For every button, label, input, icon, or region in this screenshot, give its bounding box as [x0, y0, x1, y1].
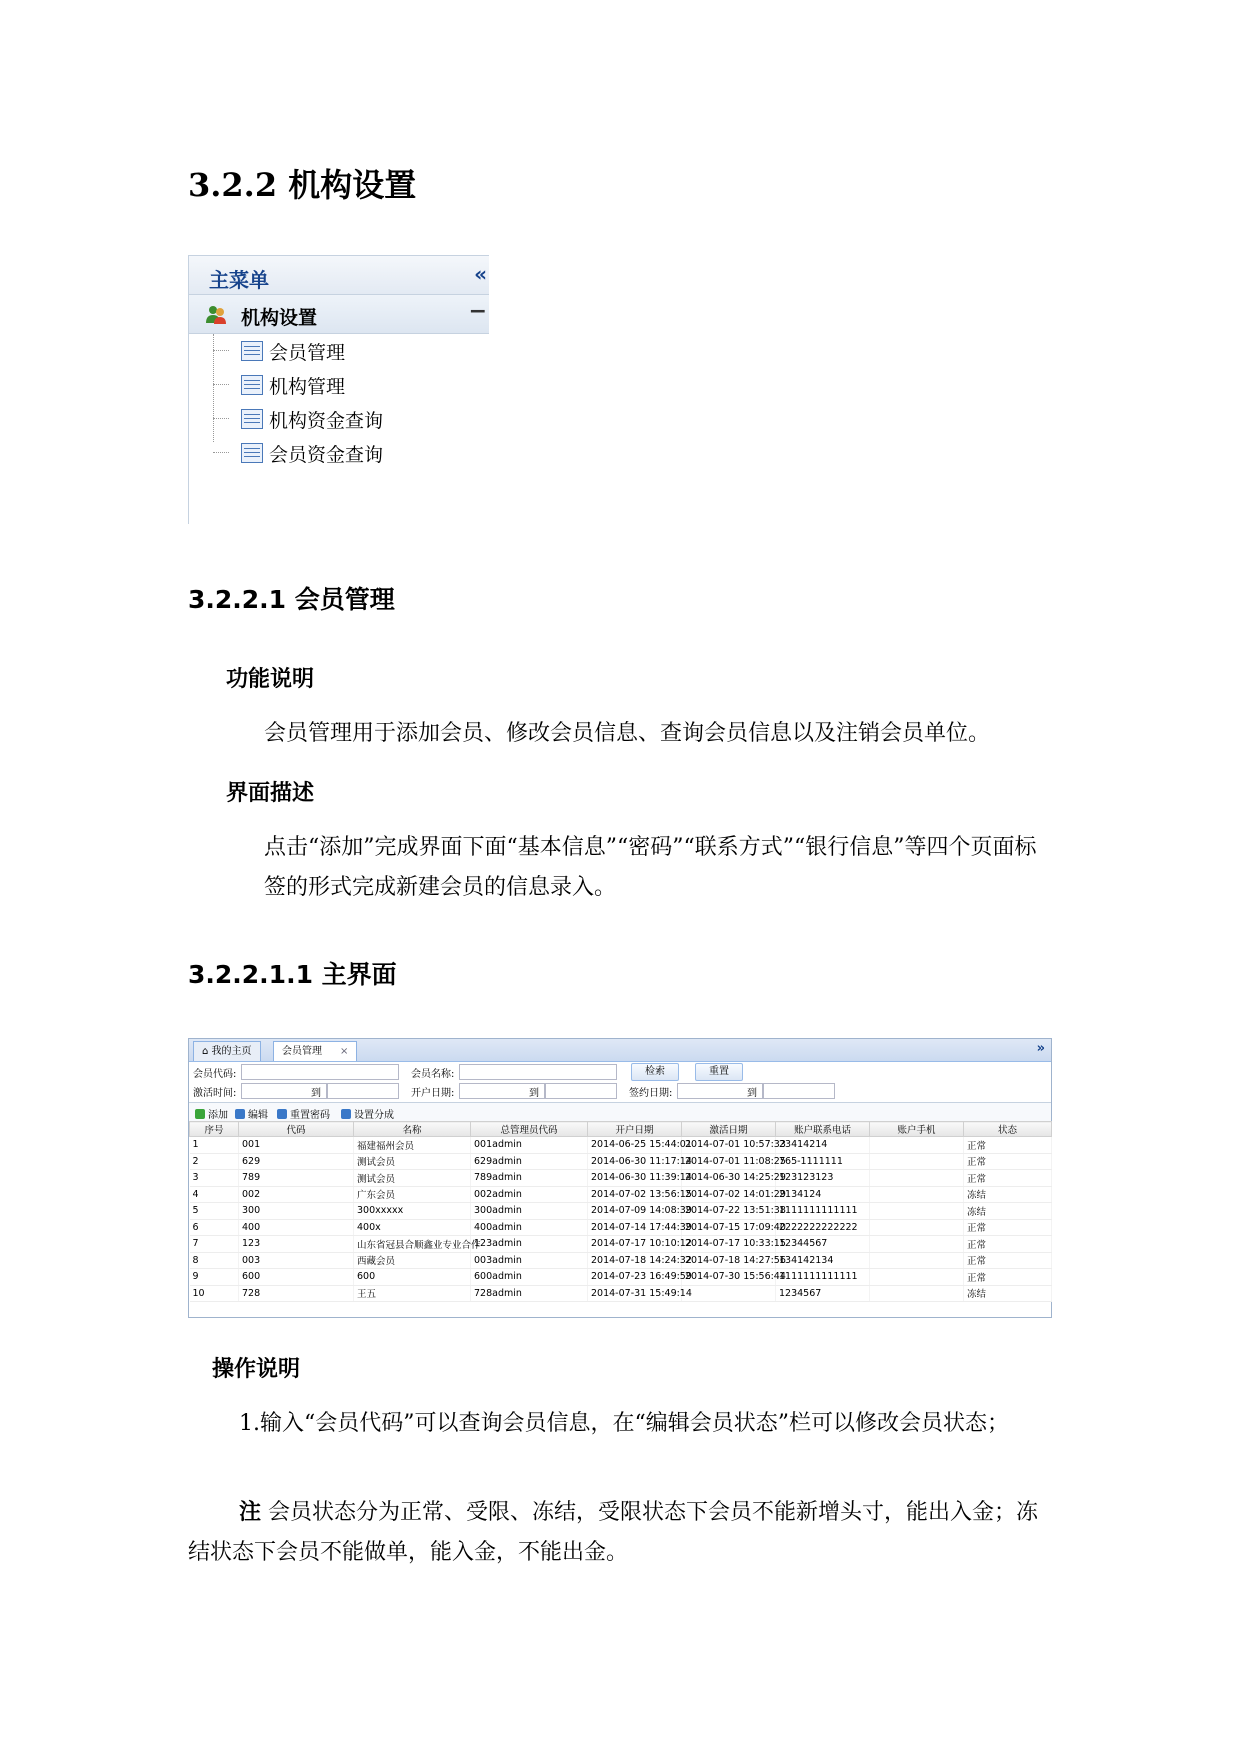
table-cell: 3: [190, 1170, 239, 1187]
column-header[interactable]: 账户手机: [870, 1122, 964, 1137]
sign-date-label: 签约日期:: [629, 1088, 673, 1099]
table-cell: 123admin: [471, 1236, 588, 1253]
table-cell: 正常: [964, 1236, 1052, 1253]
table-cell: 2014-07-23 16:49:59: [588, 1269, 682, 1286]
table-cell: 2014-07-18 14:24:32: [588, 1252, 682, 1269]
expand-icon[interactable]: »: [1036, 1041, 1045, 1056]
table-cell: 10: [190, 1285, 239, 1302]
table-icon: [241, 375, 263, 395]
table-cell: 正常: [964, 1252, 1052, 1269]
table-cell: 2: [190, 1153, 239, 1170]
table-cell: 2014-07-22 13:51:38: [682, 1203, 776, 1220]
menu-item-label: 机构管理: [269, 376, 346, 398]
table-cell: 正常: [964, 1137, 1052, 1154]
member-code-input[interactable]: [241, 1064, 399, 1080]
table-cell: 002: [239, 1186, 354, 1203]
open-date-label: 开户日期:: [411, 1088, 455, 1099]
member-table: [189, 1121, 1052, 1302]
table-row[interactable]: [190, 1186, 1052, 1203]
table-cell: 2014-06-30 14:25:29: [682, 1170, 776, 1187]
table-row[interactable]: [190, 1219, 1052, 1236]
table-cell: 2014-06-30 11:17:14: [588, 1153, 682, 1170]
table-cell: 12344567: [776, 1236, 870, 1253]
table-cell: 8: [190, 1252, 239, 1269]
tab-member-management[interactable]: 会员管理 ×: [273, 1041, 357, 1061]
table-cell: 123123123: [776, 1170, 870, 1187]
column-header[interactable]: 激活日期: [682, 1122, 776, 1137]
table-cell: 2014-07-30 15:56:44: [682, 1269, 776, 1286]
to-label: 到: [311, 1088, 321, 1099]
table-cell: 2014-06-25 15:44:01: [588, 1137, 682, 1154]
table-row[interactable]: [190, 1285, 1052, 1302]
table-cell: [870, 1219, 964, 1236]
table-cell: 001: [239, 1137, 354, 1154]
to-label: 到: [529, 1088, 539, 1099]
table-cell: 冻结: [964, 1203, 1052, 1220]
table-cell: 7: [190, 1236, 239, 1253]
table-cell: 冻结: [964, 1186, 1052, 1203]
set-share-button[interactable]: 设置分成: [341, 1106, 394, 1121]
table-cell: 600: [239, 1269, 354, 1286]
reset-button[interactable]: 重置: [695, 1063, 743, 1081]
table-cell: 6: [190, 1219, 239, 1236]
section-title: 3.2.2 机构设置: [188, 166, 417, 204]
table-cell: 600admin: [471, 1269, 588, 1286]
table-cell: 134142134: [776, 1252, 870, 1269]
reset-password-button[interactable]: 重置密码: [277, 1106, 330, 1121]
table-cell: [870, 1269, 964, 1286]
note-paragraph: [188, 1492, 1054, 1573]
menu-item-org-funds-query[interactable]: [213, 404, 483, 434]
table-row[interactable]: [190, 1203, 1052, 1220]
sign-date-to-input[interactable]: [763, 1083, 835, 1099]
table-cell: 003: [239, 1252, 354, 1269]
close-tab-icon[interactable]: ×: [340, 1046, 349, 1057]
table-cell: 629: [239, 1153, 354, 1170]
column-header[interactable]: 总管理员代码: [471, 1122, 588, 1137]
subsection-title: 3.2.2.1 会员管理: [188, 585, 395, 614]
table-row[interactable]: [190, 1170, 1052, 1187]
subsub-title: 3.2.2.1.1 主界面: [188, 960, 397, 989]
table-cell: 1111111111111: [776, 1203, 870, 1220]
table-cell: 冻结: [964, 1285, 1052, 1302]
edit-icon: [235, 1109, 245, 1119]
table-cell: 2014-06-30 11:39:14: [588, 1170, 682, 1187]
search-form: [189, 1062, 1051, 1102]
table-cell: 600: [354, 1269, 471, 1286]
open-date-to-input[interactable]: [545, 1083, 617, 1099]
op-text: 1.输入“会员代码”可以查询会员信息，在“编辑会员状态”栏可以修改会员状态；: [239, 1411, 1009, 1436]
grid-toolbar: [189, 1102, 1051, 1121]
table-cell: 123: [239, 1236, 354, 1253]
table-cell: 2014-07-31 15:49:14: [588, 1285, 682, 1302]
column-header[interactable]: 账户联系电话: [776, 1122, 870, 1137]
home-icon: ⌂: [202, 1046, 212, 1057]
tab-bar: [189, 1039, 1051, 1062]
table-cell: 001admin: [471, 1137, 588, 1154]
table-cell: 400admin: [471, 1219, 588, 1236]
table-cell: 2014-07-14 17:44:39: [588, 1219, 682, 1236]
menu-item-org-management[interactable]: [213, 370, 483, 400]
menu-item-label: 会员资金查询: [269, 444, 384, 466]
table-cell: 西藏会员: [354, 1252, 471, 1269]
table-cell: 300xxxxx: [354, 1203, 471, 1220]
table-cell: 2014-07-09 14:08:39: [588, 1203, 682, 1220]
table-cell: 2014-07-17 10:33:15: [682, 1236, 776, 1253]
menu-section-label: 机构设置: [241, 307, 318, 329]
users-icon: [205, 303, 227, 325]
table-cell: 003admin: [471, 1252, 588, 1269]
table-row[interactable]: [190, 1269, 1052, 1286]
table-cell: 5: [190, 1203, 239, 1220]
table-cell: 正常: [964, 1219, 1052, 1236]
edit-button[interactable]: 编辑: [235, 1106, 268, 1121]
main-menu-header: [189, 256, 489, 295]
table-cell: 1234567: [776, 1285, 870, 1302]
table-cell: 福建福州会员: [354, 1137, 471, 1154]
table-cell: 2014-07-18 14:27:56: [682, 1252, 776, 1269]
table-cell: 2014-07-01 11:08:25: [682, 1153, 776, 1170]
main-menu-title: 主菜单: [209, 268, 269, 292]
settings-icon: [341, 1109, 351, 1119]
table-cell: 23414214: [776, 1137, 870, 1154]
table-cell: 测试会员: [354, 1170, 471, 1187]
table-cell: 正常: [964, 1153, 1052, 1170]
table-cell: 正常: [964, 1170, 1052, 1187]
table-cell: 广东会员: [354, 1186, 471, 1203]
menu-item-member-funds-query[interactable]: [213, 438, 483, 468]
table-cell: 728: [239, 1285, 354, 1302]
table-cell: 728admin: [471, 1285, 588, 1302]
table-cell: [870, 1285, 964, 1302]
table-cell: 2014-07-02 14:01:29: [682, 1186, 776, 1203]
table-cell: [682, 1285, 776, 1302]
tab-home[interactable]: ⌂ 我的主页: [193, 1041, 261, 1061]
table-cell: 1111111111111: [776, 1269, 870, 1286]
add-button[interactable]: 添加: [195, 1106, 228, 1121]
column-header[interactable]: 名称: [354, 1122, 471, 1137]
table-row[interactable]: [190, 1236, 1052, 1253]
table-cell: 789: [239, 1170, 354, 1187]
table-cell: 2014-07-02 13:56:15: [588, 1186, 682, 1203]
table-cell: [870, 1252, 964, 1269]
menu-item-member-management[interactable]: [213, 336, 483, 366]
note-text: 会员状态分为正常、受限、冻结，受限状态下会员不能新增头寸，能出入金；冻结状态下会员不能做单，能入金，不能出金。: [188, 1500, 1039, 1565]
table-cell: 629admin: [471, 1153, 588, 1170]
table-icon: [241, 409, 263, 429]
table-cell: 测试会员: [354, 1153, 471, 1170]
member-code-label: 会员代码:: [193, 1069, 237, 1080]
table-row[interactable]: [190, 1252, 1052, 1269]
table-cell: 300admin: [471, 1203, 588, 1220]
main-menu-panel: [188, 255, 489, 524]
menu-section-org-settings[interactable]: [189, 295, 489, 334]
table-cell: 2134124: [776, 1186, 870, 1203]
table-cell: 2014-07-01 10:57:33: [682, 1137, 776, 1154]
column-header[interactable]: 状态: [964, 1122, 1052, 1137]
column-header[interactable]: 序号: [190, 1122, 239, 1137]
table-cell: [870, 1137, 964, 1154]
column-header[interactable]: 代码: [239, 1122, 354, 1137]
menu-item-label: 会员管理: [269, 342, 346, 364]
ui-heading: 界面描述: [226, 781, 315, 806]
collapse-section-icon[interactable]: −: [468, 299, 487, 324]
table-cell: 400: [239, 1219, 354, 1236]
table-cell: 400x: [354, 1219, 471, 1236]
activate-time-label: 激活时间:: [193, 1088, 237, 1099]
to-label: 到: [747, 1088, 757, 1099]
table-row[interactable]: [190, 1153, 1052, 1170]
table-icon: [241, 341, 263, 361]
table-cell: 1: [190, 1137, 239, 1154]
table-cell: 300: [239, 1203, 354, 1220]
table-cell: 2014-07-17 10:10:12: [588, 1236, 682, 1253]
table-cell: 山东省冠县合顺鑫业专业合作: [354, 1236, 471, 1253]
table-icon: [241, 443, 263, 463]
table-cell: [870, 1203, 964, 1220]
table-cell: [870, 1186, 964, 1203]
table-cell: 789admin: [471, 1170, 588, 1187]
ui-text: 点击“添加”完成界面下面“基本信息”“密码”“联系方式”“银行信息”等四个页面标签的形式完成新建会员的信息录入。: [264, 835, 1037, 900]
table-cell: 9: [190, 1269, 239, 1286]
table-cell: [870, 1236, 964, 1253]
key-icon: [277, 1109, 287, 1119]
menu-item-label: 机构资金查询: [269, 410, 384, 432]
table-cell: 2014-07-15 17:09:40: [682, 1219, 776, 1236]
table-cell: 765-1111111: [776, 1153, 870, 1170]
collapse-menu-icon[interactable]: «: [474, 262, 487, 286]
note-label: 注: [239, 1499, 262, 1525]
column-header[interactable]: 开户日期: [588, 1122, 682, 1137]
func-text: 会员管理用于添加会员、修改会员信息、查询会员信息以及注销会员单位。: [264, 721, 991, 746]
search-button[interactable]: 检索: [631, 1063, 679, 1081]
table-cell: 002admin: [471, 1186, 588, 1203]
add-icon: [195, 1109, 205, 1119]
table-cell: [870, 1170, 964, 1187]
table-cell: [870, 1153, 964, 1170]
member-name-label: 会员名称:: [411, 1069, 455, 1080]
func-heading: 功能说明: [226, 667, 315, 692]
member-management-screen: [188, 1038, 1052, 1318]
table-row[interactable]: [190, 1137, 1052, 1154]
table-cell: 正常: [964, 1269, 1052, 1286]
member-name-input[interactable]: [459, 1064, 617, 1080]
table-cell: 4: [190, 1186, 239, 1203]
activate-time-to-input[interactable]: [327, 1083, 399, 1099]
table-cell: 2222222222222: [776, 1219, 870, 1236]
table-cell: 王五: [354, 1285, 471, 1302]
op-heading: 操作说明: [212, 1357, 301, 1382]
